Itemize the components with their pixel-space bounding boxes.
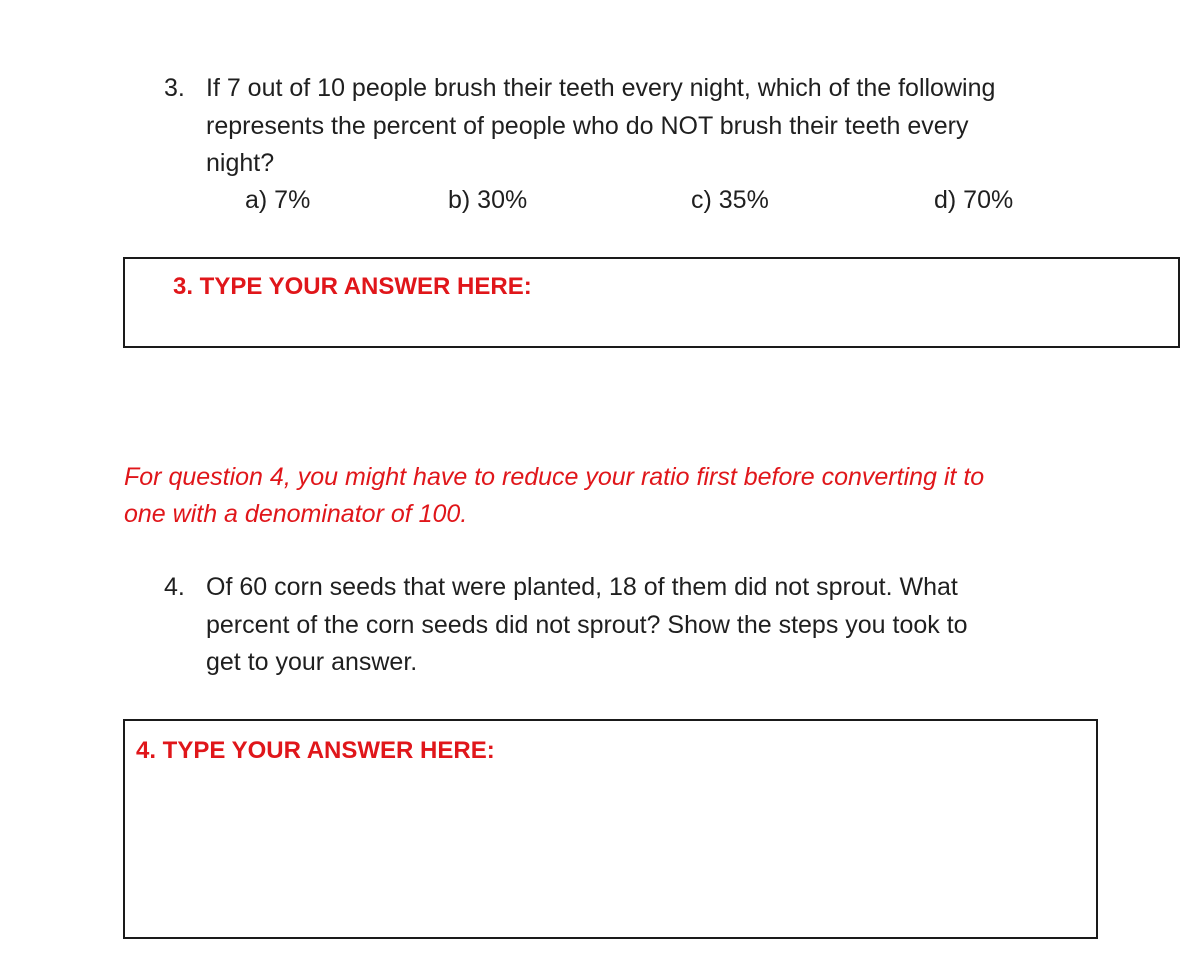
answer-box-4[interactable]	[123, 719, 1098, 939]
question-3-text-line-3: night?	[206, 149, 275, 177]
answer-box-3[interactable]	[123, 257, 1180, 348]
note-line-1: For question 4, you might have to reduce your ratio first before converting it to	[124, 463, 985, 491]
choice-c: c) 35%	[691, 186, 769, 214]
question-4-number: 4.	[164, 573, 185, 601]
answer-label-3: 3. TYPE YOUR ANSWER HERE:	[173, 273, 532, 300]
question-4-text-line-2: percent of the corn seeds did not sprout? Show the steps you took to	[206, 611, 968, 639]
note-line-2: one with a denominator of 100.	[124, 500, 468, 528]
question-4-text-line-1: Of 60 corn seeds that were planted, 18 of them did not sprout. What	[206, 573, 958, 601]
question-4-text-line-3: get to your answer.	[206, 648, 418, 676]
question-3-text-line-1: If 7 out of 10 people brush their teeth every night, which of the following	[206, 74, 996, 102]
choice-a: a) 7%	[245, 186, 311, 214]
question-3-number: 3.	[164, 74, 185, 102]
question-3-text-line-2: represents the percent of people who do NOT brush their teeth every	[206, 112, 969, 140]
choice-d: d) 70%	[934, 186, 1014, 214]
choice-b: b) 30%	[448, 186, 528, 214]
answer-label-4: 4. TYPE YOUR ANSWER HERE:	[136, 737, 495, 764]
